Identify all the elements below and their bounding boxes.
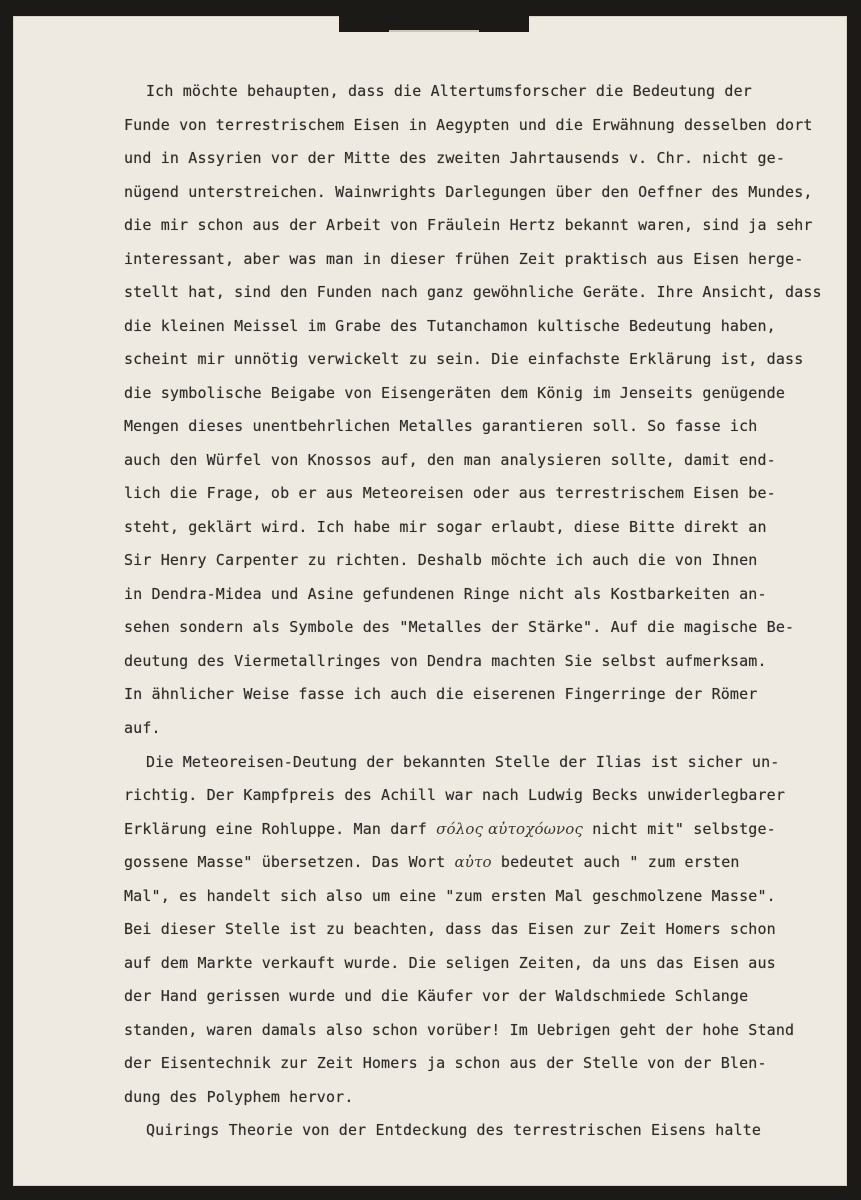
text-line: Sir Henry Carpenter zu richten. Deshalb möchte ich auch die von Ihnen: [124, 551, 758, 569]
typed-letter-text: [13, 16, 847, 1186]
text-line: und in Assyrien vor der Mitte des zweiten Jahrtausends v. Chr. nicht ge-: [124, 149, 786, 167]
text-line: Funde von terrestrischem Eisen in Aegypten und die Erwähnung desselben dort: [124, 116, 813, 134]
text-line: richtig. Der Kampfpreis des Achill war nach Ludwig Becks unwiderlegbarer: [124, 786, 786, 804]
text-line: deutung des Viermetallringes von Dendra machten Sie selbst aufmerksam.: [124, 652, 767, 670]
text-line: dung des Polyphem hervor.: [124, 1088, 354, 1106]
text-line: sehen sondern als Symbole des "Metalles der Stärke". Auf die magische Be-: [124, 618, 795, 636]
text-line: standen, waren damals also schon vorüber! Im Uebrigen geht der hohe Stand: [124, 1021, 795, 1039]
text-line: die mir schon aus der Arbeit von Fräulein Hertz bekannt waren, sind ja sehr: [124, 216, 813, 234]
text-line: Bei dieser Stelle ist zu beachten, dass das Eisen zur Zeit Homers schon: [124, 920, 776, 938]
text-segment: Erklärung eine Rohluppe. Man darf: [124, 820, 427, 838]
text-line: In ähnlicher Weise fasse ich auch die eiserenen Fingerringe der Römer: [124, 685, 758, 703]
text-segment: gossene Masse" übersetzen. Das Wort: [124, 853, 446, 871]
text-line-with-greek: [124, 848, 740, 876]
text-line: Quirings Theorie von der Entdeckung des terrestrischen Eisens halte: [146, 1121, 762, 1139]
text-line: die kleinen Meissel im Grabe des Tutanchamon kultische Bedeutung haben,: [124, 317, 776, 335]
text-line: stellt hat, sind den Funden nach ganz gewöhnliche Geräte. Ihre Ansicht, dass: [124, 283, 822, 301]
text-line: der Hand gerissen wurde und die Käufer vor der Waldschmiede Schlange: [124, 987, 749, 1005]
text-line: Mengen dieses unentbehrlichen Metalles garantieren soll. So fasse ich: [124, 417, 758, 435]
text-line: nügend unterstreichen. Wainwrights Darlegungen über den Oeffner des Mundes,: [124, 183, 813, 201]
text-line-with-greek: [124, 815, 776, 843]
text-segment: nicht mit" selbstge-: [592, 820, 776, 838]
text-line: der Eisentechnik zur Zeit Homers ja schon aus der Stelle von der Blen-: [124, 1054, 767, 1072]
text-line: die symbolische Beigabe von Eisengeräten dem König im Jenseits genügende: [124, 384, 786, 402]
text-line: auf.: [124, 719, 161, 737]
text-line: Die Meteoreisen-Deutung der bekannten Stelle der Ilias ist sicher un-: [146, 753, 780, 771]
text-line: Ich möchte behaupten, dass die Altertumsforscher die Bedeutung der: [146, 82, 752, 100]
text-line: scheint mir unnötig verwickelt zu sein. Die einfachste Erklärung ist, dass: [124, 350, 804, 368]
text-segment: bedeutet auch " zum ersten: [500, 853, 740, 871]
text-line: interessant, aber was man in dieser frühen Zeit praktisch aus Eisen herge-: [124, 250, 804, 268]
text-line: in Dendra-Midea und Asine gefundenen Ringe nicht als Kostbarkeiten an-: [124, 585, 767, 603]
greek-handwritten-phrase: σόλος αὐτοχόωνος: [436, 820, 584, 838]
text-line: lich die Frage, ob er aus Meteoreisen oder aus terrestrischem Eisen be-: [124, 484, 776, 502]
text-line: auch den Würfel von Knossos auf, den man analysieren sollte, damit end-: [124, 451, 776, 469]
text-line: Mal", es handelt sich also um eine "zum ersten Mal geschmolzene Masse".: [124, 887, 776, 905]
text-line: auf dem Markte verkauft wurde. Die seligen Zeiten, da uns das Eisen aus: [124, 954, 776, 972]
document-page: [13, 16, 847, 1186]
greek-handwritten-word: αὐτο: [454, 853, 492, 871]
text-line: steht, geklärt wird. Ich habe mir sogar erlaubt, diese Bitte direkt an: [124, 518, 767, 536]
